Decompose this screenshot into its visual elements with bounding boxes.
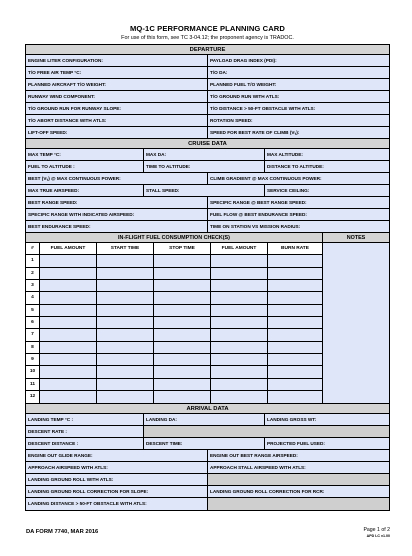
lift-off-speed-field[interactable]: LIFT-OFF SPEED: bbox=[26, 127, 208, 138]
fuel-to-altitude-field[interactable]: FUEL TO ALTITUDE : bbox=[26, 161, 144, 172]
to-free-air-temp-field[interactable]: T/O FREE AIR TEMP °C: bbox=[26, 67, 208, 78]
service-ceiling-field[interactable]: SERVICE CEILING: bbox=[265, 185, 389, 196]
landing-gross-wt-field[interactable]: LANDING GROSS WT: bbox=[265, 414, 389, 425]
max-true-airspeed-field[interactable]: MAX TRUE AIRSPEED: bbox=[26, 185, 144, 196]
fuel-check-header-row bbox=[26, 243, 322, 255]
fuel-check-cell[interactable] bbox=[40, 342, 97, 353]
descent-rate-field[interactable]: DESCENT RATE : bbox=[26, 426, 144, 437]
fuel-flow-best-endurance-field[interactable]: FUEL FLOW @ BEST ENDURANCE SPEED: bbox=[208, 209, 389, 220]
fuel-check-cell[interactable] bbox=[154, 255, 211, 266]
row-number: 11 bbox=[26, 379, 40, 390]
departure-row bbox=[26, 67, 389, 79]
runway-wind-component-field[interactable]: RUNWAY WIND COMPONENT: bbox=[26, 91, 208, 102]
form-header bbox=[25, 24, 390, 42]
fuel-check-cell[interactable] bbox=[154, 329, 211, 340]
departure-row bbox=[26, 79, 389, 91]
fuel-check-cell[interactable] bbox=[211, 268, 268, 279]
fuel-check-cell[interactable] bbox=[268, 317, 322, 328]
section-arrival-data: ARRIVAL DATA bbox=[26, 404, 389, 414]
departure-row bbox=[26, 55, 389, 67]
apd-version: APD LC v1.00 bbox=[366, 534, 390, 538]
to-ground-run-slope-field[interactable]: T/O GROUND RUN FOR RUNWAY SLOPE: bbox=[26, 103, 208, 114]
fuel-check-cell[interactable] bbox=[97, 305, 154, 316]
to-distance-obstacle-field[interactable]: T/O DISTANCE > 50-FT OBSTACLE WITH ATLS: bbox=[208, 103, 389, 114]
column-header: START TIME bbox=[97, 243, 154, 254]
engine-out-glide-range-field[interactable]: ENGINE OUT GLIDE RANGE: bbox=[26, 450, 208, 461]
arrival-row bbox=[26, 438, 389, 450]
fuel-check-row bbox=[26, 255, 322, 267]
fuel-check-cell[interactable] bbox=[268, 268, 322, 279]
max-altitude-field[interactable]: MAX ALTITUDE: bbox=[265, 149, 389, 160]
fuel-check-cell[interactable] bbox=[211, 329, 268, 340]
landing-temp-field[interactable]: LANDING TEMP °C : bbox=[26, 414, 144, 425]
arrival-row bbox=[26, 414, 389, 426]
notes-field[interactable] bbox=[323, 243, 389, 403]
descent-time-field[interactable]: DESCENT TIME: bbox=[144, 438, 265, 449]
fuel-check-rows bbox=[26, 255, 322, 403]
fuel-check-cell[interactable] bbox=[211, 379, 268, 390]
fuel-check-cell[interactable] bbox=[97, 354, 154, 365]
descent-distance-field[interactable]: DESCENT DISTANCE : bbox=[26, 438, 144, 449]
specific-range-ias-field[interactable]: SPECIFIC RANGE WITH INDICATED AIRSPEED: bbox=[26, 209, 208, 220]
fuel-check-cell[interactable] bbox=[268, 280, 322, 291]
fuel-check-cell[interactable] bbox=[211, 354, 268, 365]
row-number: 6 bbox=[26, 317, 40, 328]
landing-distance-obstacle-field[interactable]: LANDING DISTANCE > 50-FT OBSTACLE WITH ATLS: bbox=[26, 498, 208, 510]
fuel-check-cell[interactable] bbox=[211, 317, 268, 328]
cruise-row bbox=[26, 185, 389, 197]
fuel-check-title: IN-FLIGHT FUEL CONSUMPTION CHECK(S) bbox=[26, 233, 322, 243]
column-header: STOP TIME bbox=[154, 243, 211, 254]
fuel-check-cell[interactable] bbox=[211, 342, 268, 353]
form-number: DA FORM 7740, MAR 2016 bbox=[26, 529, 99, 535]
cruise-row bbox=[26, 197, 389, 209]
best-rate-climb-speed-field[interactable]: SPEED FOR BEST RATE OF CLIMB (Vᵧ): bbox=[208, 127, 389, 138]
ground-roll-slope-field[interactable]: LANDING GROUND ROLL CORRECTION FOR SLOPE: bbox=[26, 486, 208, 497]
row-number: 5 bbox=[26, 305, 40, 316]
fuel-check-row bbox=[26, 366, 322, 378]
planned-fuel-to-weight-field[interactable]: PLANNED FUEL T/O WEIGHT: bbox=[208, 79, 389, 90]
fuel-check-cell[interactable] bbox=[154, 379, 211, 390]
departure-row bbox=[26, 91, 389, 103]
fuel-check-cell[interactable] bbox=[40, 305, 97, 316]
fuel-check-row bbox=[26, 268, 322, 280]
cruise-row bbox=[26, 161, 389, 173]
fuel-check-cell[interactable] bbox=[211, 292, 268, 303]
arrival-row bbox=[26, 426, 389, 438]
best-endurance-speed-field[interactable]: BEST ENDURANCE SPEED: bbox=[26, 221, 208, 232]
row-number: 1 bbox=[26, 255, 40, 266]
form-title: MQ-1C PERFORMANCE PLANNING CARD bbox=[130, 24, 285, 33]
approach-airspeed-field[interactable]: APPROACH AIRSPEED WITH ATLS: bbox=[26, 462, 208, 473]
rotation-speed-field[interactable]: ROTATION SPEED: bbox=[208, 115, 389, 126]
cruise-row bbox=[26, 209, 389, 221]
blank-area bbox=[208, 474, 389, 485]
fuel-check-cell[interactable] bbox=[97, 366, 154, 377]
form-footer bbox=[25, 527, 390, 541]
cruise-row bbox=[26, 221, 389, 233]
fuel-check-cell[interactable] bbox=[40, 292, 97, 303]
fuel-check-section bbox=[26, 233, 389, 404]
fuel-check-cell[interactable] bbox=[40, 391, 97, 403]
time-to-altitude-field[interactable]: TIME TO ALTITUDE: bbox=[144, 161, 265, 172]
fuel-check-row bbox=[26, 317, 322, 329]
best-range-speed-field[interactable]: BEST RANGE SPEED: bbox=[26, 197, 208, 208]
arrival-row bbox=[26, 462, 389, 474]
form-subtitle: For use of this form, see TC 3-04.12; the proponent agency is TRADOC. bbox=[121, 35, 294, 41]
fuel-check-row bbox=[26, 280, 322, 292]
arrival-row bbox=[26, 498, 389, 510]
projected-fuel-used-field[interactable]: PROJECTED FUEL USED: bbox=[265, 438, 389, 449]
row-number: 9 bbox=[26, 354, 40, 365]
form-page bbox=[25, 24, 390, 511]
fuel-check-cell[interactable] bbox=[268, 391, 322, 403]
landing-da-field[interactable]: LANDING DA: bbox=[144, 414, 265, 425]
fuel-check-row bbox=[26, 379, 322, 391]
fuel-check-cell[interactable] bbox=[211, 391, 268, 403]
fuel-check-cell[interactable] bbox=[154, 366, 211, 377]
ground-roll-rcr-field[interactable]: LANDING GROUND ROLL CORRECTION FOR RCR: bbox=[208, 486, 389, 497]
departure-row bbox=[26, 103, 389, 115]
distance-to-altitude-field[interactable]: DISTANCE TO ALTITUDE: bbox=[265, 161, 389, 172]
row-number: 4 bbox=[26, 292, 40, 303]
fuel-check-cell[interactable] bbox=[211, 280, 268, 291]
row-number: 10 bbox=[26, 366, 40, 377]
arrival-row bbox=[26, 486, 389, 498]
max-da-field[interactable]: MAX DA: bbox=[144, 149, 265, 160]
fuel-check-cell[interactable] bbox=[154, 391, 211, 403]
fuel-check-cell[interactable] bbox=[40, 280, 97, 291]
fuel-check-cell[interactable] bbox=[40, 255, 97, 266]
max-temp-field[interactable]: MAX TEMP °C: bbox=[26, 149, 144, 160]
row-number: 2 bbox=[26, 268, 40, 279]
time-on-station-field[interactable]: TIME ON STATION VS MISSION RADIUS: bbox=[208, 221, 389, 232]
fuel-check-cell[interactable] bbox=[268, 342, 322, 353]
cruise-row bbox=[26, 173, 389, 185]
fuel-check-cell[interactable] bbox=[40, 268, 97, 279]
to-da-field[interactable]: T/O DA: bbox=[208, 67, 389, 78]
fuel-check-cell[interactable] bbox=[97, 342, 154, 353]
fuel-check-cell[interactable] bbox=[211, 305, 268, 316]
climb-gradient-field[interactable]: CLIMB GRADIENT @ MAX CONTINUOUS POWER: bbox=[208, 173, 389, 184]
departure-row bbox=[26, 115, 389, 127]
fuel-check-cell[interactable] bbox=[97, 317, 154, 328]
section-cruise-data: CRUISE DATA bbox=[26, 139, 389, 149]
fuel-check-cell[interactable] bbox=[268, 366, 322, 377]
form-body bbox=[25, 44, 390, 511]
fuel-check-cell[interactable] bbox=[211, 366, 268, 377]
fuel-check-cell[interactable] bbox=[97, 255, 154, 266]
payload-drag-index-field[interactable]: PAYLOAD DRAG INDEX (PDI): bbox=[208, 55, 389, 66]
row-number: 3 bbox=[26, 280, 40, 291]
notes-column bbox=[323, 233, 389, 403]
row-number: 7 bbox=[26, 329, 40, 340]
approach-stall-airspeed-field[interactable]: APPROACH STALL AIRSPEED WITH ATLS: bbox=[208, 462, 389, 473]
fuel-check-cell[interactable] bbox=[97, 329, 154, 340]
column-header: # bbox=[26, 243, 40, 254]
fuel-check-cell[interactable] bbox=[268, 379, 322, 390]
column-header: FUEL AMOUNT bbox=[40, 243, 97, 254]
fuel-check-cell[interactable] bbox=[40, 317, 97, 328]
to-ground-run-atls-field[interactable]: T/O GROUND RUN WITH ATLS: bbox=[208, 91, 389, 102]
row-number: 12 bbox=[26, 391, 40, 403]
blank-area bbox=[144, 426, 389, 437]
fuel-check-cell[interactable] bbox=[268, 255, 322, 266]
fuel-check-cell[interactable] bbox=[154, 354, 211, 365]
engine-out-best-range-field[interactable]: ENGINE OUT BEST RANGE AIRSPEED: bbox=[208, 450, 389, 461]
blank-area bbox=[208, 498, 389, 510]
fuel-check-row bbox=[26, 354, 322, 366]
section-departure: DEPARTURE bbox=[26, 45, 389, 55]
fuel-check-cell[interactable] bbox=[97, 379, 154, 390]
fuel-check-cell[interactable] bbox=[97, 292, 154, 303]
fuel-check-table bbox=[26, 233, 323, 403]
fuel-check-cell[interactable] bbox=[154, 342, 211, 353]
column-header: FUEL AMOUNT bbox=[211, 243, 268, 254]
fuel-check-cell[interactable] bbox=[40, 366, 97, 377]
engine-liter-configuration-field[interactable]: ENGINE LITER CONFIGURATION: bbox=[26, 55, 208, 66]
fuel-check-cell[interactable] bbox=[97, 268, 154, 279]
row-number: 8 bbox=[26, 342, 40, 353]
fuel-check-row bbox=[26, 391, 322, 403]
fuel-check-row bbox=[26, 305, 322, 317]
fuel-check-cell[interactable] bbox=[154, 292, 211, 303]
fuel-check-cell[interactable] bbox=[97, 280, 154, 291]
fuel-check-cell[interactable] bbox=[268, 354, 322, 365]
fuel-check-cell[interactable] bbox=[268, 292, 322, 303]
fuel-check-cell[interactable] bbox=[154, 280, 211, 291]
arrival-row bbox=[26, 474, 389, 486]
fuel-check-cell[interactable] bbox=[40, 329, 97, 340]
notes-title: NOTES bbox=[323, 233, 389, 243]
to-abort-distance-field[interactable]: T/O ABORT DISTANCE WITH ATLS: bbox=[26, 115, 208, 126]
fuel-check-cell[interactable] bbox=[97, 391, 154, 403]
stall-speed-field[interactable]: STALL SPEED: bbox=[144, 185, 265, 196]
fuel-check-cell[interactable] bbox=[154, 317, 211, 328]
cruise-row bbox=[26, 149, 389, 161]
fuel-check-cell[interactable] bbox=[40, 379, 97, 390]
planned-aircraft-to-weight-field[interactable]: PLANNED AIRCRAFT T/O WEIGHT: bbox=[26, 79, 208, 90]
specific-range-best-range-field[interactable]: SPECIFIC RANGE @ BEST RANGE SPEED: bbox=[208, 197, 389, 208]
landing-ground-roll-field[interactable]: LANDING GROUND ROLL WITH ATLS: bbox=[26, 474, 208, 485]
fuel-check-cell[interactable] bbox=[154, 268, 211, 279]
fuel-check-row bbox=[26, 329, 322, 341]
fuel-check-cell[interactable] bbox=[154, 305, 211, 316]
fuel-check-row bbox=[26, 342, 322, 354]
page-number: Page 1 of 2 bbox=[363, 527, 390, 533]
departure-row bbox=[26, 127, 389, 139]
fuel-check-cell[interactable] bbox=[211, 255, 268, 266]
fuel-check-cell[interactable] bbox=[268, 305, 322, 316]
arrival-row bbox=[26, 450, 389, 462]
best-vy-max-power-field[interactable]: BEST (Vᵧ) @ MAX CONTINUOUS POWER: bbox=[26, 173, 208, 184]
column-header: BURN RATE bbox=[268, 243, 322, 254]
fuel-check-row bbox=[26, 292, 322, 304]
fuel-check-cell[interactable] bbox=[268, 329, 322, 340]
fuel-check-cell[interactable] bbox=[40, 354, 97, 365]
